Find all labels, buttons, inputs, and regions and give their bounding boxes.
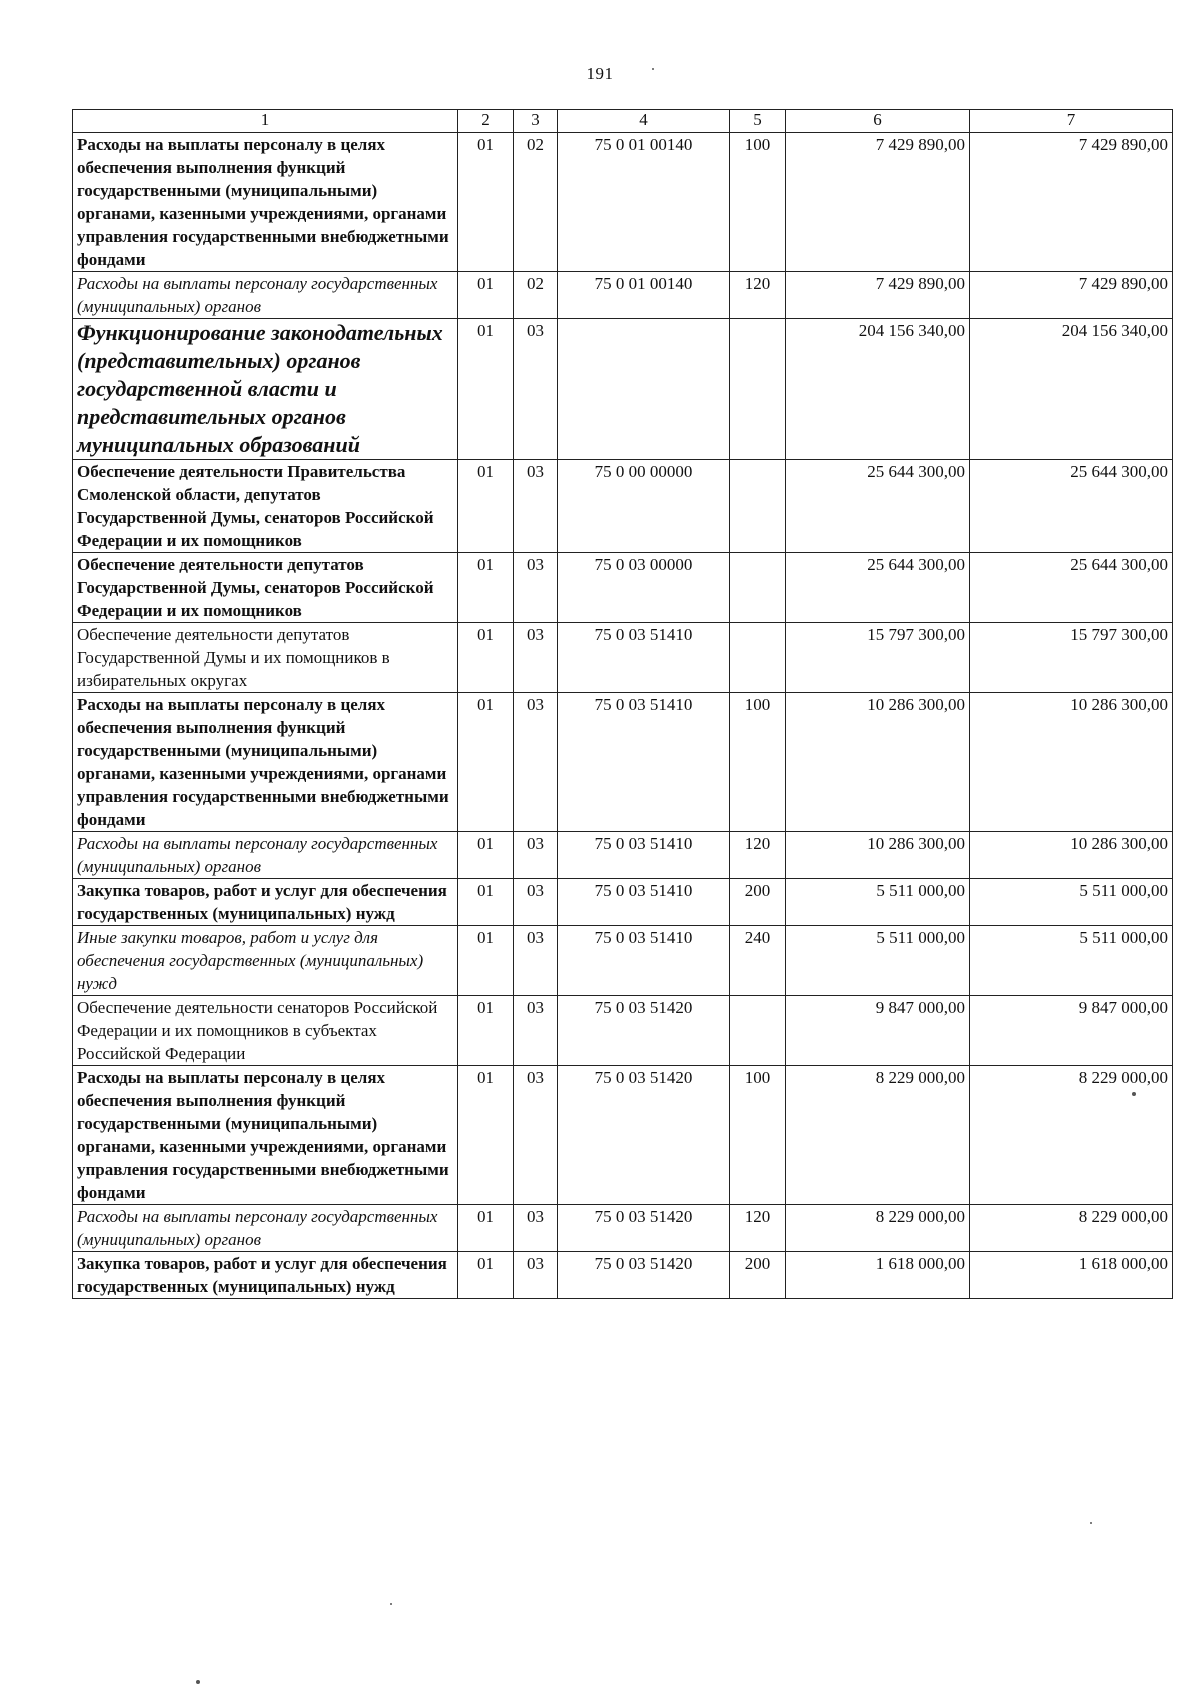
page-number: 191 — [586, 64, 614, 83]
expense-type-cell: 120 — [730, 272, 786, 319]
amount-year-1-cell: 9 847 000,00 — [786, 996, 970, 1066]
subsection-code-cell: 03 — [514, 1066, 558, 1205]
table-row — [73, 319, 1173, 460]
column-header: 4 — [558, 110, 730, 133]
subsection-code-cell: 02 — [514, 133, 558, 272]
target-article-cell: 75 0 03 51410 — [558, 832, 730, 879]
column-header: 1 — [73, 110, 458, 133]
section-code-cell: 01 — [458, 1205, 514, 1252]
amount-year-2-cell: 7 429 890,00 — [970, 133, 1173, 272]
target-article-cell: 75 0 03 51410 — [558, 926, 730, 996]
amount-year-1-cell: 204 156 340,00 — [786, 319, 970, 460]
expense-type-cell: 100 — [730, 1066, 786, 1205]
table-row — [73, 693, 1173, 832]
amount-year-2-cell: 5 511 000,00 — [970, 879, 1173, 926]
table-row — [73, 926, 1173, 996]
amount-year-2-cell: 5 511 000,00 — [970, 926, 1173, 996]
subsection-code-cell: 03 — [514, 832, 558, 879]
subsection-code-cell: 03 — [514, 926, 558, 996]
amount-year-1-cell: 25 644 300,00 — [786, 553, 970, 623]
amount-year-2-cell: 25 644 300,00 — [970, 460, 1173, 553]
section-code-cell: 01 — [458, 1252, 514, 1299]
section-code-cell: 01 — [458, 272, 514, 319]
amount-year-1-cell: 7 429 890,00 — [786, 133, 970, 272]
table-row — [73, 553, 1173, 623]
amount-year-1-cell: 5 511 000,00 — [786, 926, 970, 996]
subsection-code-cell: 03 — [514, 996, 558, 1066]
subsection-code-cell: 03 — [514, 460, 558, 553]
scan-speck — [652, 68, 654, 70]
section-code-cell: 01 — [458, 133, 514, 272]
amount-year-2-cell: 8 229 000,00 — [970, 1205, 1173, 1252]
table-row — [73, 1205, 1173, 1252]
table-row — [73, 996, 1173, 1066]
table-row — [73, 1252, 1173, 1299]
amount-year-2-cell: 10 286 300,00 — [970, 693, 1173, 832]
row-name-cell: Закупка товаров, работ и услуг для обеспечения государственных (муниципальных) нужд — [73, 1252, 458, 1299]
row-name-cell: Иные закупки товаров, работ и услуг для обеспечения государственных (муниципальных) нужд — [73, 926, 458, 996]
amount-year-1-cell: 1 618 000,00 — [786, 1252, 970, 1299]
subsection-code-cell: 03 — [514, 623, 558, 693]
row-name-cell: Обеспечение деятельности сенаторов Российской Федерации и их помощников в субъектах Российской Федерации — [73, 996, 458, 1066]
section-code-cell: 01 — [458, 996, 514, 1066]
expense-type-cell — [730, 460, 786, 553]
target-article-cell: 75 0 03 51410 — [558, 879, 730, 926]
subsection-code-cell: 03 — [514, 319, 558, 460]
expense-type-cell — [730, 319, 786, 460]
subsection-code-cell: 03 — [514, 1252, 558, 1299]
row-name-cell: Расходы на выплаты персоналу государственных (муниципальных) органов — [73, 1205, 458, 1252]
column-header: 7 — [970, 110, 1173, 133]
section-code-cell: 01 — [458, 623, 514, 693]
table-row — [73, 623, 1173, 693]
amount-year-1-cell: 10 286 300,00 — [786, 693, 970, 832]
amount-year-1-cell: 25 644 300,00 — [786, 460, 970, 553]
section-code-cell: 01 — [458, 319, 514, 460]
table-body — [73, 133, 1173, 1299]
column-header: 3 — [514, 110, 558, 133]
amount-year-2-cell: 15 797 300,00 — [970, 623, 1173, 693]
table-row — [73, 133, 1173, 272]
scan-speck — [390, 1603, 392, 1605]
section-code-cell: 01 — [458, 926, 514, 996]
section-code-cell: 01 — [458, 460, 514, 553]
amount-year-1-cell: 15 797 300,00 — [786, 623, 970, 693]
amount-year-2-cell: 8 229 000,00 — [970, 1066, 1173, 1205]
table-row — [73, 879, 1173, 926]
amount-year-1-cell: 8 229 000,00 — [786, 1205, 970, 1252]
expense-type-cell — [730, 623, 786, 693]
column-header: 5 — [730, 110, 786, 133]
row-name-cell: Обеспечение деятельности Правительства Смоленской области, депутатов Государственной Думы, сенаторов Российской Федерации и их помощников — [73, 460, 458, 553]
subsection-code-cell: 03 — [514, 693, 558, 832]
column-header: 6 — [786, 110, 970, 133]
expense-type-cell: 240 — [730, 926, 786, 996]
row-name-cell: Обеспечение деятельности депутатов Государственной Думы и их помощников в избирательных округах — [73, 623, 458, 693]
expense-type-cell — [730, 996, 786, 1066]
amount-year-1-cell: 8 229 000,00 — [786, 1066, 970, 1205]
scan-speck — [1090, 1522, 1092, 1524]
expense-type-cell: 100 — [730, 693, 786, 832]
amount-year-1-cell: 10 286 300,00 — [786, 832, 970, 879]
expense-type-cell — [730, 553, 786, 623]
target-article-cell: 75 0 03 51420 — [558, 1252, 730, 1299]
expense-type-cell: 120 — [730, 1205, 786, 1252]
expense-type-cell: 200 — [730, 1252, 786, 1299]
target-article-cell — [558, 319, 730, 460]
target-article-cell: 75 0 03 51420 — [558, 1205, 730, 1252]
section-code-cell: 01 — [458, 1066, 514, 1205]
subsection-code-cell: 03 — [514, 1205, 558, 1252]
row-name-cell: Расходы на выплаты персоналу в целях обеспечения выполнения функций государственными (муниципальными) органами, казенными учреждениями, органами управления государственными внебюджетными фондами — [73, 1066, 458, 1205]
scan-speck — [196, 1680, 200, 1684]
expense-type-cell: 120 — [730, 832, 786, 879]
column-header: 2 — [458, 110, 514, 133]
subsection-code-cell: 03 — [514, 879, 558, 926]
amount-year-2-cell: 25 644 300,00 — [970, 553, 1173, 623]
row-name-cell: Расходы на выплаты персоналу государственных (муниципальных) органов — [73, 272, 458, 319]
target-article-cell: 75 0 01 00140 — [558, 133, 730, 272]
budget-table — [72, 109, 1173, 1299]
table-row — [73, 1066, 1173, 1205]
target-article-cell: 75 0 00 00000 — [558, 460, 730, 553]
target-article-cell: 75 0 03 51420 — [558, 996, 730, 1066]
expense-type-cell: 200 — [730, 879, 786, 926]
table-row — [73, 460, 1173, 553]
amount-year-2-cell: 10 286 300,00 — [970, 832, 1173, 879]
subsection-code-cell: 02 — [514, 272, 558, 319]
amount-year-2-cell: 204 156 340,00 — [970, 319, 1173, 460]
target-article-cell: 75 0 03 00000 — [558, 553, 730, 623]
row-name-cell: Расходы на выплаты персоналу в целях обеспечения выполнения функций государственными (муниципальными) органами, казенными учреждениями, органами управления государственными внебюджетными фондами — [73, 693, 458, 832]
amount-year-1-cell: 5 511 000,00 — [786, 879, 970, 926]
amount-year-1-cell: 7 429 890,00 — [786, 272, 970, 319]
subsection-code-cell: 03 — [514, 553, 558, 623]
section-code-cell: 01 — [458, 832, 514, 879]
scan-speck — [1132, 1092, 1136, 1096]
target-article-cell: 75 0 03 51420 — [558, 1066, 730, 1205]
target-article-cell: 75 0 01 00140 — [558, 272, 730, 319]
row-name-cell: Расходы на выплаты персоналу в целях обеспечения выполнения функций государственными (муниципальными) органами, казенными учреждениями, органами управления государственными внебюджетными фондами — [73, 133, 458, 272]
target-article-cell: 75 0 03 51410 — [558, 693, 730, 832]
row-name-cell: Расходы на выплаты персоналу государственных (муниципальных) органов — [73, 832, 458, 879]
expense-type-cell: 100 — [730, 133, 786, 272]
target-article-cell: 75 0 03 51410 — [558, 623, 730, 693]
row-name-cell: Обеспечение деятельности депутатов Государственной Думы, сенаторов Российской Федерации и их помощников — [73, 553, 458, 623]
amount-year-2-cell: 9 847 000,00 — [970, 996, 1173, 1066]
section-code-cell: 01 — [458, 553, 514, 623]
table-header-row — [73, 110, 1173, 133]
table-row — [73, 832, 1173, 879]
amount-year-2-cell: 7 429 890,00 — [970, 272, 1173, 319]
amount-year-2-cell: 1 618 000,00 — [970, 1252, 1173, 1299]
section-code-cell: 01 — [458, 879, 514, 926]
row-name-cell: Функционирование законодательных (представительных) органов государственной власти и представительных органов муниципальных образований — [73, 319, 458, 460]
row-name-cell: Закупка товаров, работ и услуг для обеспечения государственных (муниципальных) нужд — [73, 879, 458, 926]
table-row — [73, 272, 1173, 319]
section-code-cell: 01 — [458, 693, 514, 832]
